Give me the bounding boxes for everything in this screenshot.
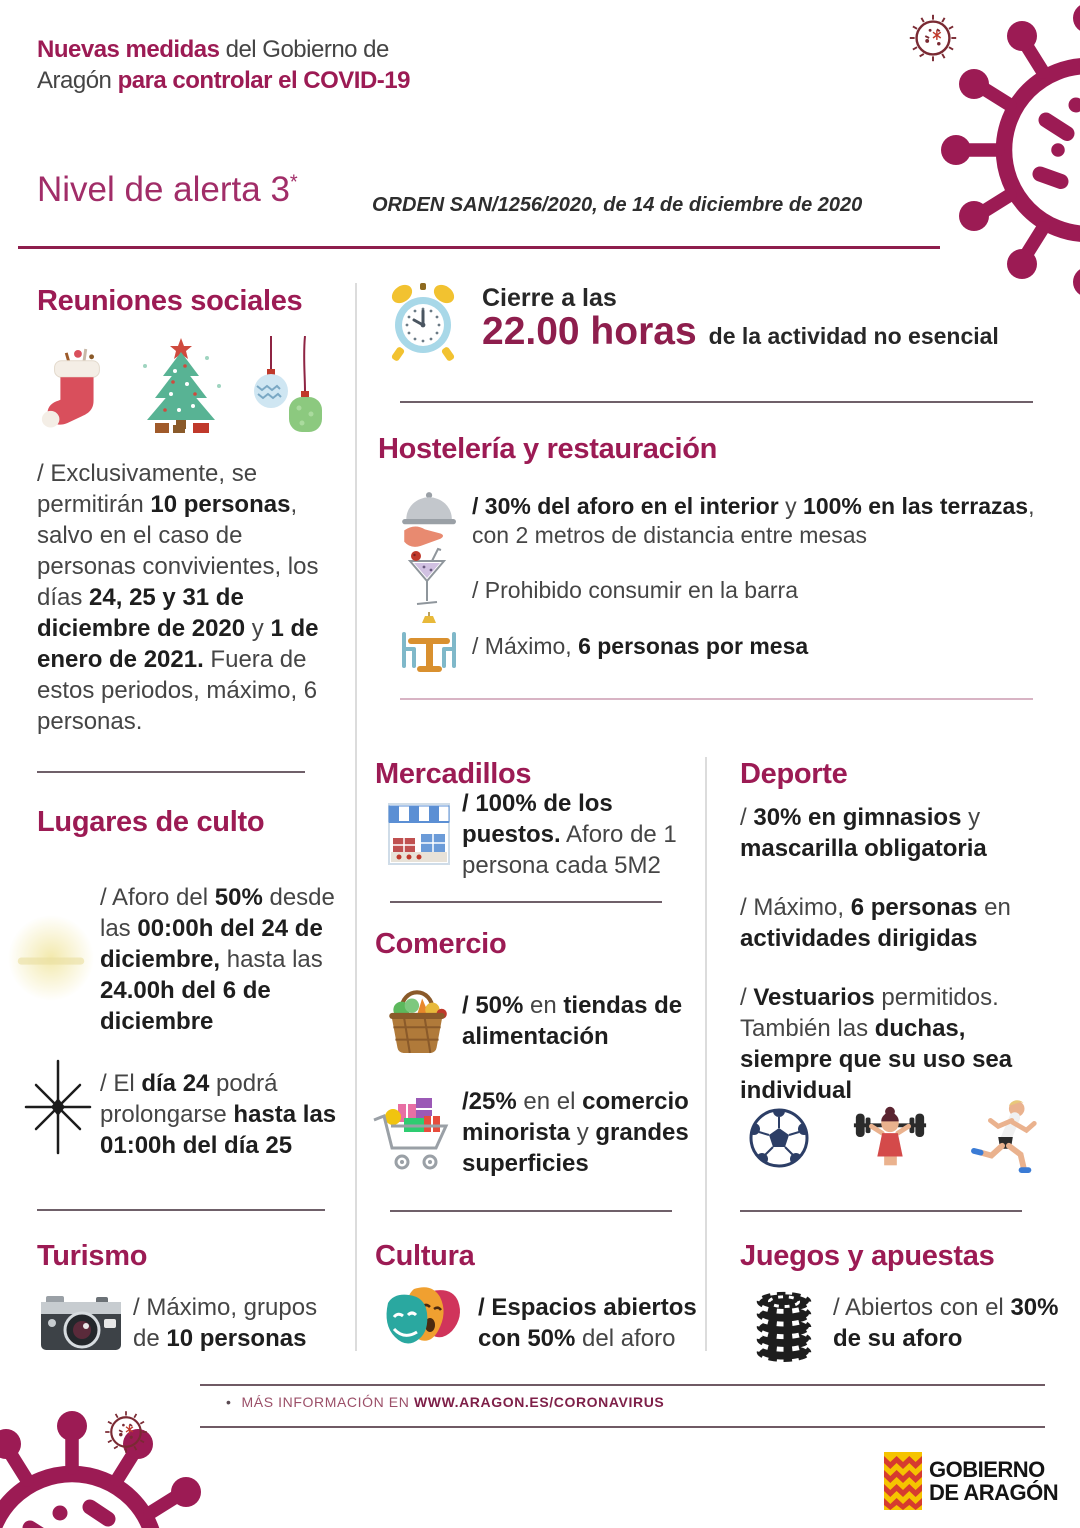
closure-intro: Cierre a las	[482, 284, 617, 312]
poker-chips-icon	[748, 1283, 820, 1367]
section-title-lugares-de-culto: Lugares de culto	[37, 806, 265, 838]
footer-info	[226, 1394, 664, 1410]
weightlifting-icon	[850, 1098, 930, 1178]
star-icon	[22, 1058, 94, 1156]
turismo-item: / Máximo, grupos de 10 personas	[133, 1294, 318, 1352]
alert-asterisk: *	[289, 171, 298, 194]
page-title	[37, 34, 410, 96]
shopping-cart-icon	[372, 1092, 464, 1180]
candle-glow-icon	[5, 912, 97, 1004]
footer-divider	[200, 1384, 1045, 1386]
lugares-de-culto-item: / Aforo del 50% desde las 00:00h del 24 de diciembre, hasta las 24.00h del 6 de diciembre	[100, 884, 335, 1035]
comercio-item: /25% en el comercio minorista y grandes superficies	[462, 1088, 689, 1177]
running-icon	[970, 1096, 1042, 1180]
bullet: •	[226, 1394, 232, 1410]
divider	[400, 698, 1033, 700]
order-reference: ORDEN SAN/1256/2020, de 14 de diciembre de 2020	[372, 194, 863, 216]
reuniones-sociales-body: / Exclusivamente, se permitirán 10 personas, salvo en el caso de personas convivientes, los días 24, 25 y 31 de diciembre de 2020 y 1 de enero de 2021. Fuera de estos periodos, máximo, 6 personas.	[37, 460, 319, 735]
coronavirus-small-icon	[100, 1406, 152, 1458]
cultura-item: / Espacios abiertos con 50% del aforo	[478, 1294, 697, 1352]
gobierno-aragon-logo	[884, 1452, 1058, 1510]
coronavirus-small-icon	[904, 9, 962, 67]
alarm-clock-icon	[383, 280, 463, 366]
section-title-mercadillos: Mercadillos	[375, 758, 532, 790]
page-title-line1: Nuevas medidas del Gobierno de	[37, 36, 389, 63]
divider	[740, 1210, 1022, 1212]
alert-level: Nivel de alerta 3*	[37, 170, 298, 209]
christmas-ornaments-icon	[247, 336, 327, 436]
christmas-tree-icon	[135, 336, 227, 436]
footer-divider	[200, 1426, 1045, 1428]
section-title-juegos: Juegos y apuestas	[740, 1240, 995, 1272]
table-chairs-icon	[394, 612, 464, 678]
grocery-basket-icon	[383, 980, 451, 1054]
divider	[390, 1210, 672, 1212]
section-title-comercio: Comercio	[375, 928, 507, 960]
serving-dish-icon	[398, 488, 456, 548]
divider	[390, 901, 662, 903]
divider	[400, 401, 1033, 403]
hosteleria-item: / 30% del aforo en el interior y 100% en las terrazas, con 2 metros de distancia entre mesas	[472, 493, 1035, 548]
market-stall-icon	[385, 800, 453, 868]
hosteleria-item: / Prohibido consumir en la barra	[472, 577, 798, 603]
camera-icon	[40, 1288, 122, 1360]
lugares-de-culto-item: / El día 24 podrá prolongarse hasta las 01:00h del día 25	[100, 1070, 337, 1159]
logo-line1: GOBIERNO	[929, 1457, 1045, 1482]
christmas-icons	[37, 336, 327, 436]
divider	[37, 771, 305, 773]
section-title-reuniones-sociales: Reuniones sociales	[37, 285, 303, 317]
vertical-divider-left	[355, 283, 357, 1351]
page-title-line2: Aragón para controlar el COVID-19	[37, 67, 410, 94]
mercadillos-item: / 100% de los puestos. Aforo de 1 persona cada 5M2	[462, 790, 677, 879]
christmas-stocking-icon	[37, 340, 115, 436]
section-title-turismo: Turismo	[37, 1240, 148, 1272]
juegos-item: / Abiertos con el 30% de su aforo	[833, 1294, 1059, 1352]
deporte-item: / Vestuarios permitidos. También las duchas, siempre que su uso sea individual	[740, 984, 1013, 1104]
closure-scope: de la actividad no esencial	[708, 323, 999, 349]
soccer-ball-icon	[748, 1107, 810, 1169]
footer-url[interactable]: WWW.ARAGON.ES/CORONAVIRUS	[413, 1394, 665, 1410]
footer-info-label: MÁS INFORMACIÓN EN	[241, 1394, 414, 1410]
deporte-item: / 30% en gimnasios y mascarilla obligatoria	[740, 804, 987, 862]
theater-masks-icon	[380, 1283, 474, 1363]
section-title-deporte: Deporte	[740, 758, 848, 790]
section-title-cultura: Cultura	[375, 1240, 475, 1272]
comercio-item: / 50% en tiendas de alimentación	[462, 992, 683, 1050]
logo-line2: DE ARAGÓN	[929, 1480, 1059, 1505]
logo-text	[929, 1458, 1058, 1504]
closure-line	[482, 310, 999, 354]
aragon-flag-icon	[884, 1452, 922, 1510]
hosteleria-item: / Máximo, 6 personas por mesa	[472, 633, 809, 659]
cocktail-icon	[404, 546, 450, 610]
sports-icons	[748, 1096, 1042, 1180]
closure-time: 22.00 horas	[482, 310, 697, 353]
deporte-item: / Máximo, 6 personas en actividades dirigidas	[740, 894, 1011, 952]
header-divider	[18, 246, 940, 249]
section-title-hosteleria: Hostelería y restauración	[378, 433, 718, 465]
divider	[37, 1209, 325, 1211]
